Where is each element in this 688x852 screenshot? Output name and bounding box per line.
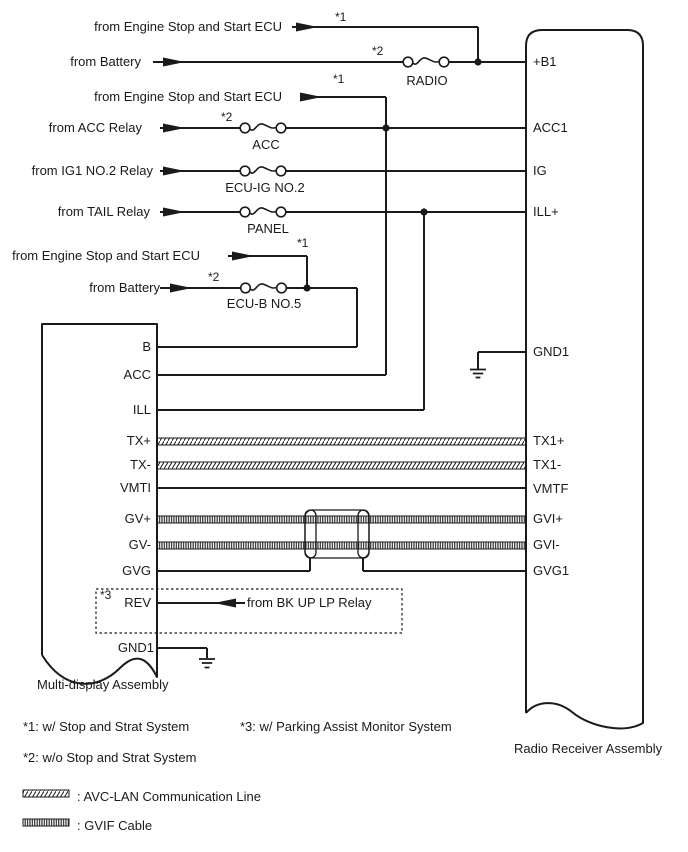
legend-swatches <box>23 790 69 826</box>
fuse-ecu-ig-no2 <box>240 166 286 176</box>
pin-label-tx1-plus: TX1+ <box>533 433 565 448</box>
note-1: *1: w/ Stop and Strat System <box>23 719 190 734</box>
pin-label-ill-plus: ILL+ <box>533 204 559 219</box>
fuse-panel <box>240 207 286 217</box>
legend-label-avc-lan: : AVC-LAN Communication Line <box>77 789 262 804</box>
arrow-ig1-relay <box>163 167 185 176</box>
wire-esse2-branch <box>300 97 386 128</box>
radio-receiver-caption: Radio Receiver Assembly <box>514 741 663 756</box>
marker-1-acc: *1 <box>333 72 345 86</box>
fuse-radio <box>403 57 449 67</box>
source-label-engine-stop-start-ecu-2: from Engine Stop and Start ECU <box>94 89 282 104</box>
note-2: *2: w/o Stop and Strat System <box>23 750 197 765</box>
pin-label-gnd1-left: GND1 <box>117 640 154 655</box>
arrow-esse1 <box>296 23 318 32</box>
wire-esse3-branch <box>228 256 307 288</box>
pin-label-gvi-minus: GVI- <box>533 537 560 552</box>
marker-1-top: *1 <box>335 10 347 24</box>
source-label-acc-relay: from ACC Relay <box>48 120 142 135</box>
wire-esse1-branch <box>292 27 478 62</box>
pin-label-ill: ILL <box>132 402 151 417</box>
arrow-acc-relay <box>163 124 185 133</box>
pin-label-tx-plus: TX+ <box>126 433 151 448</box>
fuse-label-radio: RADIO <box>406 73 448 88</box>
pin-label-tx1-minus: TX1- <box>533 457 562 472</box>
fuse-label-ecu-ig-no2: ECU-IG NO.2 <box>225 180 305 195</box>
pin-label-tx-minus: TX- <box>130 457 151 472</box>
fuse-acc <box>240 123 286 133</box>
pin-label-gv-plus: GV+ <box>124 511 151 526</box>
pin-label-vmti: VMTI <box>119 480 151 495</box>
marker-2-acc: *2 <box>221 110 233 124</box>
wire-gvg <box>157 558 526 571</box>
source-label-battery-2: from Battery <box>89 280 160 295</box>
fuse-ecu-b-no5 <box>241 283 287 293</box>
wire-gnd-right <box>478 352 526 369</box>
wires <box>153 27 526 658</box>
arrow-tail-relay <box>163 208 185 217</box>
arrow-battery2 <box>170 284 192 293</box>
pin-label-b1: +B1 <box>533 54 557 69</box>
source-label-tail-relay: from TAIL Relay <box>57 204 150 219</box>
gvif-line-gv-minus <box>157 542 526 549</box>
pin-label-vmtf: VMTF <box>533 481 569 496</box>
pin-label-acc: ACC <box>123 367 151 382</box>
arrow-battery1 <box>163 58 185 67</box>
legend-label-gvif: : GVIF Cable <box>77 818 153 833</box>
fuse-label-panel: PANEL <box>247 221 289 236</box>
pin-label-gnd1-right: GND1 <box>533 344 570 359</box>
marker-3-rev: *3 <box>100 588 112 602</box>
avc-lan-line-tx-minus <box>157 462 526 469</box>
marker-2-radio: *2 <box>372 44 384 58</box>
arrow-esse3 <box>232 252 254 261</box>
wire-gnd-left <box>157 648 207 658</box>
ground-symbol-right <box>470 370 486 378</box>
arrow-esse2 <box>300 93 322 102</box>
pin-label-gv-minus: GV- <box>128 537 151 552</box>
pin-label-gvg1: GVG1 <box>533 563 570 578</box>
note-3: *3: w/ Parking Assist Monitor System <box>240 719 452 734</box>
pattern-lines <box>157 438 526 549</box>
marker-2-ecub: *2 <box>208 270 220 284</box>
pin-label-ig: IG <box>533 163 547 178</box>
source-label-bk-up-lp-relay: from BK UP LP Relay <box>247 595 372 610</box>
source-label-engine-stop-start-ecu-3: from Engine Stop and Start ECU <box>12 248 200 263</box>
ground-symbol-left <box>199 659 215 668</box>
gvif-line-gv-plus <box>157 516 526 523</box>
multi-display-caption: Multi-display Assembly <box>37 677 169 692</box>
source-label-ig1-no2-relay: from IG1 NO.2 Relay <box>31 163 153 178</box>
avc-lan-swatch <box>23 790 69 797</box>
junction-dots <box>303 58 481 291</box>
pin-label-b: B <box>142 339 151 354</box>
source-label-battery-1: from Battery <box>70 54 141 69</box>
fuse-label-ecu-b-no5: ECU-B NO.5 <box>226 296 302 311</box>
fuse-label-acc: ACC <box>252 137 280 152</box>
marker-1-ecub: *1 <box>297 236 309 250</box>
pin-label-acc1: ACC1 <box>533 120 568 135</box>
source-label-engine-stop-start-ecu-1: from Engine Stop and Start ECU <box>94 19 282 34</box>
pin-label-gvg: GVG <box>122 563 151 578</box>
pin-label-gvi-plus: GVI+ <box>533 511 563 526</box>
avc-lan-line-tx-plus <box>157 438 526 445</box>
arrow-rev <box>214 599 236 608</box>
gvif-swatch <box>23 819 69 826</box>
pin-label-rev: REV <box>124 595 151 610</box>
